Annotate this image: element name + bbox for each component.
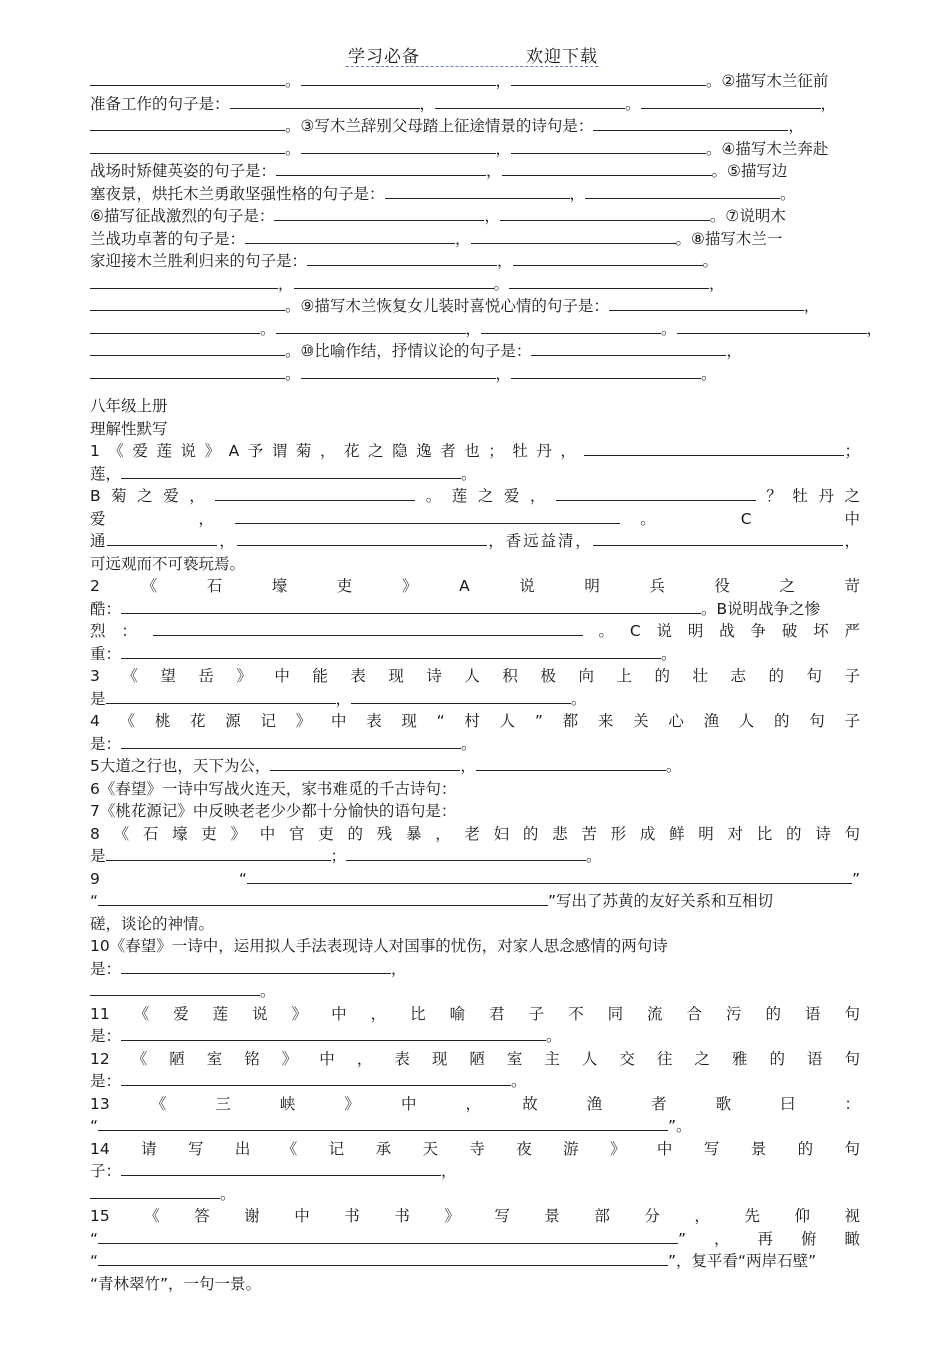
answer-blank[interactable] (121, 1071, 511, 1086)
line-text: ； (330, 847, 347, 865)
question-line (90, 1138, 860, 1161)
line-text: 。 (571, 689, 587, 708)
line-text: ， (842, 532, 860, 550)
answer-blank[interactable] (274, 206, 484, 221)
line-text: ， (484, 207, 500, 225)
question-line (90, 485, 860, 508)
line-text: 13 《 三 峡 》 中 ， 故 渔 者 歌 曰 ： (90, 1094, 860, 1113)
line-text: 7《桃花源记》中反映老老少少都十分愉快的语句是： (90, 802, 457, 820)
question-line (90, 1048, 860, 1071)
answer-blank[interactable] (90, 296, 285, 311)
answer-blank[interactable] (531, 341, 726, 356)
question-line (90, 1228, 860, 1251)
line-text: “ (90, 1252, 99, 1270)
answer-blank[interactable] (230, 94, 420, 109)
question-line (90, 508, 860, 531)
answer-blank[interactable] (301, 139, 496, 154)
question-line (90, 1025, 860, 1048)
line-text: 。 (546, 1027, 562, 1045)
line-text: ， (495, 139, 512, 158)
questions-section (90, 440, 860, 1295)
answer-blank[interactable] (121, 1026, 546, 1041)
line-text: 。 (780, 184, 796, 203)
line-text: “青林翠竹”，一句一景。 (90, 1274, 262, 1293)
line-text: 是： (90, 1072, 122, 1090)
mulan-line (90, 115, 860, 138)
answer-blank[interactable] (90, 71, 285, 86)
answer-blank[interactable] (641, 94, 821, 109)
line-text: 。 (285, 139, 301, 158)
line-text: 。 (461, 734, 477, 753)
answer-blank[interactable] (509, 274, 709, 289)
answer-blank[interactable] (215, 486, 415, 501)
line-text: ， (460, 757, 476, 775)
line-text: 爱 ， (90, 509, 235, 528)
question-line (90, 530, 860, 553)
answer-blank[interactable] (237, 531, 487, 546)
line-text: ， (441, 1162, 457, 1180)
section-subtitle: 理解性默写 (90, 419, 168, 438)
answer-blank[interactable] (346, 846, 586, 861)
line-text: ，香远益清， (486, 532, 593, 550)
line-text: 烈： (90, 622, 153, 640)
answer-blank[interactable] (511, 71, 706, 86)
line-text: 。⑨描写木兰恢复女儿装时喜悦心情的句子是： (285, 297, 609, 315)
answer-blank[interactable] (90, 274, 278, 289)
line-text: 。⑩比喻作结，抒情议论的句子是： (285, 342, 532, 360)
line-text: 12《陋室铭》中，表现陋室主人交往之雅的语句 (90, 1049, 860, 1068)
line-text: 。⑧描写木兰一 (675, 229, 783, 248)
line-text: ， (866, 319, 883, 338)
line-text: ， (419, 94, 436, 113)
answer-blank[interactable] (481, 319, 661, 334)
question-line (90, 800, 860, 823)
answer-blank[interactable] (106, 689, 336, 704)
mulan-line (90, 205, 860, 228)
line-text: 酷： (90, 599, 122, 618)
line-text: 。 (493, 274, 510, 293)
line-text: 重： (90, 644, 122, 663)
question-line (90, 1093, 860, 1116)
line-text: ”，复平看“两岸石壁” (668, 1252, 817, 1270)
answer-blank[interactable] (121, 644, 661, 659)
line-text: 是： (90, 959, 122, 978)
line-text: 。 (285, 364, 301, 383)
line-text: ⑥描写征战激烈的句子是： (90, 207, 275, 225)
answer-blank[interactable] (502, 161, 712, 176)
mulan-line (90, 295, 860, 318)
question-line (90, 665, 860, 688)
line-text: 。 (511, 1072, 527, 1090)
line-text: 是 (90, 847, 106, 865)
line-text: 15《答谢中书书》写景部分，先仰视 (90, 1207, 860, 1225)
answer-blank[interactable] (307, 251, 497, 266)
line-text: 。B说明战争之惨 (701, 599, 821, 618)
mulan-line (90, 93, 860, 116)
header-dashed-rule (346, 66, 598, 67)
line-text: 。 (220, 1184, 236, 1203)
line-text: 莲， (90, 464, 122, 483)
question-line (90, 935, 860, 958)
question-line (90, 1115, 860, 1138)
answer-blank[interactable] (98, 1251, 668, 1266)
question-line (90, 1070, 860, 1093)
line-text: 9 “ (90, 869, 247, 888)
answer-blank[interactable] (500, 206, 710, 221)
question-line (90, 823, 860, 846)
answer-blank[interactable] (276, 319, 466, 334)
answer-blank[interactable] (247, 869, 852, 884)
line-text: ， (465, 319, 482, 338)
line-text: ， (569, 184, 586, 203)
question-line (90, 1273, 860, 1296)
question-line (90, 755, 860, 778)
line-text: ， (335, 689, 352, 708)
line-text: ？牡丹之 (755, 487, 860, 505)
answer-blank[interactable] (90, 341, 285, 356)
grade-heading: 八年级上册 (90, 397, 168, 415)
question-line (90, 1183, 860, 1206)
line-text: ， (803, 297, 820, 315)
answer-blank[interactable] (98, 1229, 678, 1244)
line-text: 。 (285, 72, 301, 90)
answer-blank[interactable] (301, 364, 496, 379)
question-line (90, 958, 860, 981)
question-line (90, 598, 860, 621)
answer-blank[interactable] (90, 116, 285, 131)
answer-blank[interactable] (593, 116, 788, 131)
question-line (90, 643, 860, 666)
line-text: 。 (702, 252, 719, 270)
line-text: ， (495, 72, 512, 90)
answer-blank[interactable] (121, 734, 461, 749)
mulan-line (90, 318, 883, 341)
line-text: 塞夜景，烘托木兰勇敢坚强性格的句子是： (90, 184, 385, 203)
line-text: 11《爱莲说》中，比喻君子不同流合污的语句 (90, 1004, 860, 1023)
line-text: 4《桃花源记》中表现“村人”都来关心渔人的句子 (90, 712, 860, 730)
line-text: 。⑤描写边 (711, 162, 788, 180)
line-text: 。莲之爱， (415, 487, 556, 505)
answer-blank[interactable] (121, 599, 701, 614)
line-text: 。 C 中 (619, 509, 860, 528)
answer-blank[interactable] (235, 509, 620, 524)
answer-blank[interactable] (276, 161, 486, 176)
question-line (90, 463, 860, 486)
line-text: ， (495, 364, 512, 383)
line-text: “ (90, 1117, 99, 1135)
line-text: ， (391, 959, 407, 978)
line-text: ， (217, 532, 237, 550)
answer-blank[interactable] (301, 71, 496, 86)
answer-blank[interactable] (121, 1161, 441, 1176)
question-line (90, 553, 860, 576)
answer-blank[interactable] (98, 891, 548, 906)
mulan-line (90, 70, 860, 93)
line-text: 。 (586, 847, 602, 865)
line-text: 。 (661, 319, 677, 338)
line-text: 。 (260, 982, 276, 1000)
mulan-line (90, 228, 860, 251)
mulan-fill-in-section (90, 70, 883, 385)
answer-blank[interactable] (677, 319, 867, 334)
answer-blank[interactable] (90, 364, 285, 379)
line-text: ”写出了苏黄的友好关系和互相切 (548, 892, 774, 910)
line-text: ， (726, 342, 742, 360)
line-text: 准备工作的句子是： (90, 94, 230, 113)
answer-blank[interactable] (593, 531, 843, 546)
mulan-line (90, 183, 860, 206)
mulan-line (90, 160, 860, 183)
answer-blank[interactable] (270, 756, 460, 771)
line-text: 。 (625, 94, 641, 113)
question-line (90, 890, 860, 913)
answer-blank[interactable] (511, 364, 701, 379)
answer-blank[interactable] (153, 621, 583, 636)
answer-blank[interactable] (121, 959, 391, 974)
line-text: 。⑦说明木 (709, 207, 786, 225)
question-line (90, 688, 860, 711)
line-text: 8《石壕吏》中官吏的残暴，老妇的悲苦形成鲜明对比的诗句 (90, 824, 860, 843)
line-text: ” (851, 869, 860, 888)
line-text: 兰战功卓著的句子是： (90, 229, 246, 248)
answer-blank[interactable] (513, 251, 703, 266)
question-line (90, 778, 860, 801)
question-line (90, 1003, 860, 1026)
header-right-text: 欢迎下载 (526, 47, 598, 67)
answer-blank[interactable] (90, 139, 285, 154)
line-text: 是 (90, 689, 106, 708)
answer-blank[interactable] (609, 296, 804, 311)
question-line (90, 913, 860, 936)
answer-blank[interactable] (98, 1116, 668, 1131)
answer-blank[interactable] (385, 184, 570, 199)
line-text: 5大道之行也，天下为公， (90, 757, 271, 775)
line-text: 。③写木兰辞别父母踏上征途情景的诗句是： (285, 117, 594, 135)
question-line (90, 575, 860, 598)
question-line (90, 710, 860, 733)
question-line (90, 440, 860, 463)
answer-blank[interactable] (511, 139, 706, 154)
mulan-line (90, 273, 860, 296)
line-text: 。④描写木兰奔赴 (706, 139, 829, 158)
line-text: “ (90, 892, 99, 910)
mulan-line (90, 340, 860, 363)
line-text: ， (820, 94, 837, 113)
line-text: 战场时矫健英姿的句子是： (90, 162, 277, 180)
line-text: 。 (661, 644, 677, 663)
line-text: B菊之爱， (90, 487, 216, 505)
line-text: 2 《 石 壕 吏 》 A 说 明 兵 役 之 苛 (90, 577, 860, 595)
line-text: ”。 (668, 1117, 692, 1135)
page-header (0, 42, 950, 66)
line-text: 3《望岳》中能表现诗人积极向上的壮志的句子 (90, 667, 860, 685)
line-text: 。C说明战争破坏严 (582, 622, 860, 640)
answer-blank[interactable] (471, 229, 676, 244)
question-line (90, 620, 860, 643)
answer-blank[interactable] (90, 981, 260, 996)
answer-blank[interactable] (106, 846, 331, 861)
line-text: 磋，谈论的神情。 (90, 914, 215, 933)
answer-blank[interactable] (585, 184, 780, 199)
answer-blank[interactable] (90, 1184, 220, 1199)
line-text: ”，再俯瞰 (678, 1229, 860, 1248)
mulan-line (90, 250, 860, 273)
answer-blank[interactable] (476, 756, 666, 771)
worksheet-body (90, 70, 883, 1295)
line-text: ， (486, 162, 502, 180)
question-line (90, 980, 860, 1003)
answer-blank[interactable] (121, 464, 461, 479)
line-text: ， (497, 252, 513, 270)
question-line (90, 1205, 860, 1228)
answer-blank[interactable] (556, 486, 756, 501)
line-text: 。 (461, 464, 477, 483)
line-text: ， (278, 274, 294, 293)
line-text: 是： (90, 1027, 122, 1045)
question-line (90, 1160, 860, 1183)
line-text: 1《爱莲说》A予谓菊，花之隐逸者也；牡丹， (90, 442, 585, 460)
line-text: ； (844, 442, 860, 460)
header-left-text: 学习必备 (348, 47, 420, 67)
line-text: 可远观而不可亵玩焉。 (90, 554, 246, 573)
line-text: 是： (90, 734, 122, 753)
answer-blank[interactable] (90, 319, 260, 334)
line-text: 家迎接木兰胜利归来的句子是： (90, 252, 308, 270)
question-line (90, 868, 860, 891)
line-text: 子： (90, 1162, 122, 1180)
line-text: 10《春望》一诗中，运用拟人手法表现诗人对国事的忧伤，对家人思念感情的两句诗 (90, 937, 668, 955)
mulan-line (90, 363, 860, 386)
line-text: 。 (701, 364, 717, 383)
line-text: 通 (90, 532, 108, 550)
line-text: 。②描写木兰征前 (706, 72, 829, 90)
answer-blank[interactable] (294, 274, 494, 289)
line-text: 14请写出《记承天寺夜游》中写景的句 (90, 1139, 860, 1158)
line-text: ， (455, 229, 471, 248)
line-text: ， (709, 274, 725, 293)
mulan-line (90, 138, 860, 161)
answer-blank[interactable] (351, 689, 571, 704)
line-text: 。 (260, 319, 276, 338)
answer-blank[interactable] (584, 441, 844, 456)
line-text: ， (788, 117, 804, 135)
answer-blank[interactable] (245, 229, 455, 244)
answer-blank[interactable] (107, 531, 217, 546)
question-line (90, 1250, 860, 1273)
line-text: 。 (665, 757, 682, 775)
question-line (90, 845, 860, 868)
answer-blank[interactable] (435, 94, 625, 109)
line-text: “ (90, 1229, 99, 1248)
line-text: 6《春望》一诗中写战火连天，家书难觅的千古诗句： (90, 779, 457, 798)
question-line (90, 733, 860, 756)
